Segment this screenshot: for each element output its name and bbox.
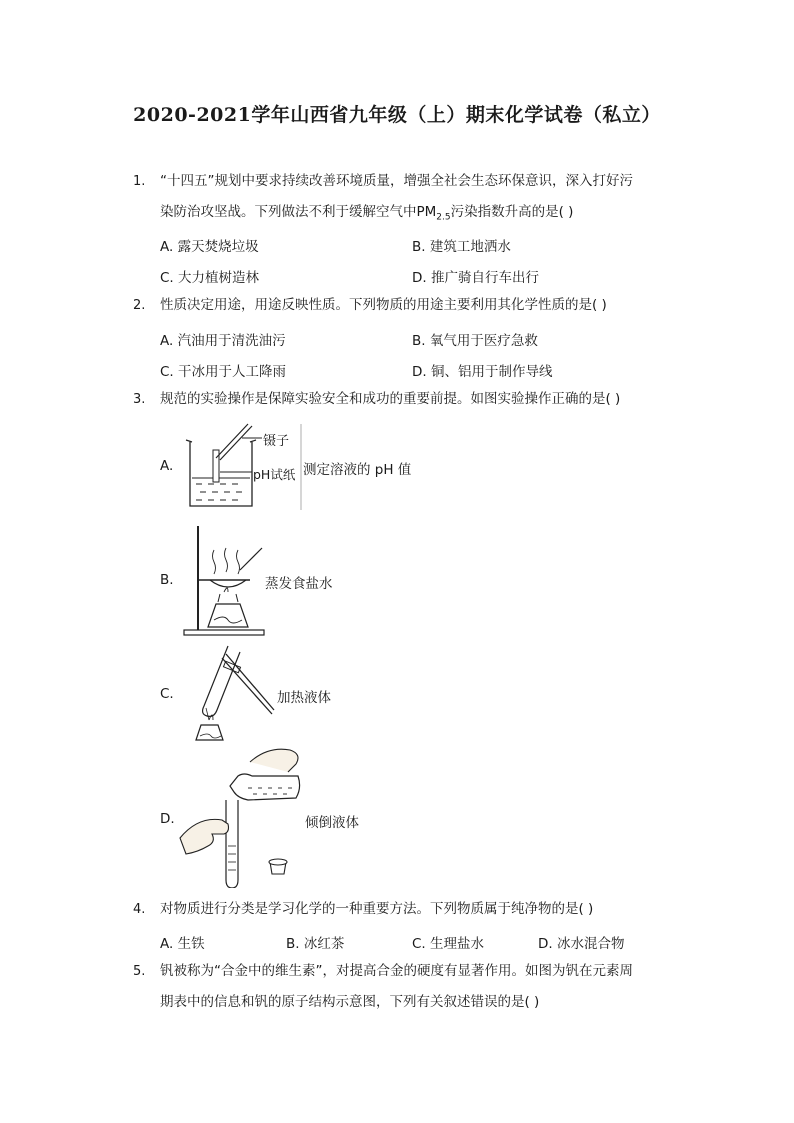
question-number: 2.: [133, 298, 146, 313]
question-5-line-1: 钒被称为“合金中的维生素”，对提高合金的硬度有显著作用。如图为钒在元素周: [160, 963, 633, 979]
option-d[interactable]: D. 冰水混合物: [538, 936, 625, 952]
option-b[interactable]: B.: [160, 572, 174, 588]
question-number: 4.: [133, 902, 146, 917]
option-c[interactable]: C. 大力植树造林: [160, 270, 260, 286]
option-b[interactable]: B. 建筑工地洒水: [412, 239, 511, 255]
option-a[interactable]: A. 汽油用于清洗油污: [160, 333, 286, 349]
ph-paper-label: pH试纸: [253, 467, 296, 482]
question-1-line-2-post: 污染指数升高的是( ): [450, 204, 574, 220]
option-a[interactable]: A. 生铁: [160, 936, 205, 952]
pm-subscript: 2.5: [436, 212, 451, 223]
evaporation-figure: [180, 522, 270, 640]
option-c[interactable]: C. 干冰用于人工降雨: [160, 364, 287, 380]
heating-liquid-figure: [176, 640, 276, 746]
question-1-line-1: “十四五”规划中要求持续改善环境质量，增强全社会生态环保意识，深入打好污: [160, 173, 633, 189]
figure-b-caption: 蒸发食盐水: [265, 576, 333, 592]
option-a[interactable]: A. 露天焚烧垃圾: [160, 239, 259, 255]
option-b[interactable]: B. 氧气用于医疗急救: [412, 333, 538, 349]
question-4-line-1: 对物质进行分类是学习化学的一种重要方法。下列物质属于纯净物的是( ): [160, 901, 594, 917]
option-d[interactable]: D. 铜、铝用于制作导线: [412, 364, 553, 380]
question-number: 3.: [133, 392, 146, 407]
question-3-line-1: 规范的实验操作是保障实验安全和成功的重要前提。如图实验操作正确的是( ): [160, 391, 621, 407]
option-a[interactable]: A.: [160, 458, 174, 474]
option-c[interactable]: C. 生理盐水: [412, 936, 485, 952]
question-2-line-1: 性质决定用途，用途反映性质。下列物质的用途主要利用其化学性质的是( ): [160, 297, 607, 313]
figure-c-caption: 加热液体: [277, 690, 331, 706]
question-1-line-2-pre: 染防治攻坚战。下列做法不利于缓解空气中PM: [160, 204, 437, 220]
option-c[interactable]: C.: [160, 686, 174, 702]
option-d[interactable]: D. 推广骑自行车出行: [412, 270, 539, 286]
figure-d-caption: 倾倒液体: [305, 815, 359, 831]
page-title: 2020-2021学年山西省九年级（上）期末化学试卷（私立）: [133, 104, 661, 126]
option-b[interactable]: B. 冰红茶: [286, 936, 345, 952]
option-d[interactable]: D.: [160, 811, 175, 827]
figure-a-caption: 测定溶液的 pH 值: [303, 462, 412, 478]
question-number: 5.: [133, 964, 146, 979]
question-number: 1.: [133, 174, 146, 189]
pouring-liquid-figure: [178, 742, 308, 888]
question-1-line-2: [160, 197, 573, 234]
tweezers-label: 镊子: [263, 434, 290, 449]
question-5-line-2: 期表中的信息和钒的原子结构示意图，下列有关叙述错误的是( ): [160, 994, 540, 1010]
